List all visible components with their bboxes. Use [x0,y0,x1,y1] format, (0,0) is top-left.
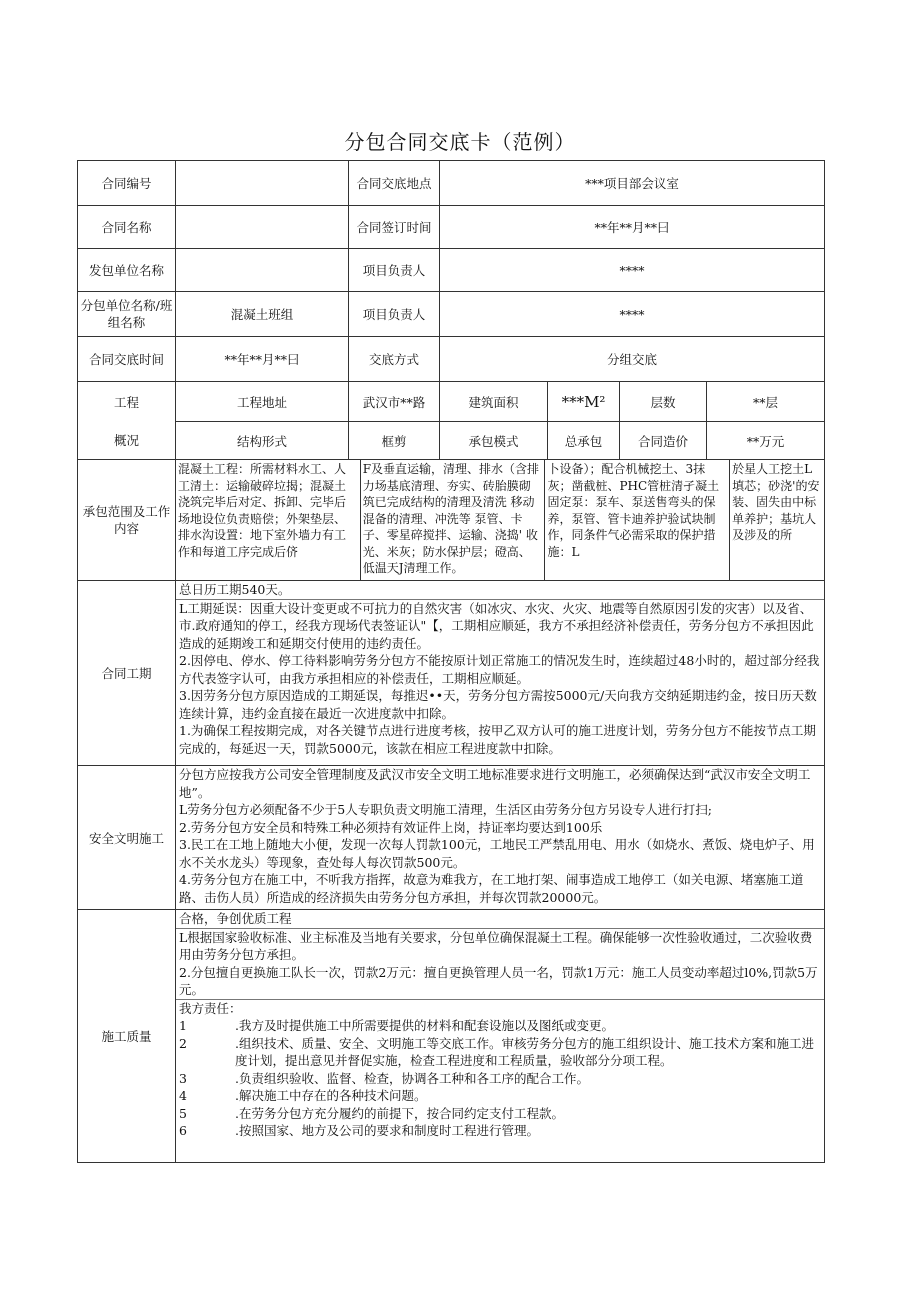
duty-item: 5 .在劳务分包方充分履约的前提下，按合同约定支付工程款。 [179,1105,564,1121]
label-safety: 安全文明施工 [78,766,176,910]
cell-address-value: 武汉市**路 [349,382,440,422]
row-contract-name [78,206,825,249]
label-sub-manager: 项目负责人 [349,292,440,337]
row-briefing-time [78,337,825,382]
label-period: 合同工期 [78,581,176,766]
cell-price-label: 合同造价 [620,422,707,460]
cell-floors-value: **层 [707,382,825,422]
label-scope: 承包范围及工作内容 [78,460,176,581]
value-employer [176,249,349,292]
label-briefing-place: 合同交底地点 [349,161,440,206]
period-total: 总日历工期540天。 [176,581,824,600]
period-para-2: 2.因停电、停水、停工待料影响劳务分包方不能按原计划正常施工的情况发生时，连续超过48小时的，超过部分经我方代表签字认可，由我方承担相应的补偿责任，工期相应顺延。 [179,653,820,686]
quality-para-2: 2.分包擅自更换施工队长一次，罚款2万元：擅自更换管理人员一名，罚款1万元：施工人员变动率超过l0%,罚款5万元。 [176,964,824,1000]
duty-item: 2 .组织技术、质量、安全、文明施工等交底工作。审核劳务分包方的施工组织设计、施工技术方案和施工进度计划，提出意见并督促实施，检查工程进度和工程质量，验收部分分项工程。 [179,1035,814,1068]
safety-para-1: L劳务分包方必须配备不少于5人专职负责文明施工清理，生活区由劳务分包方另设专人进行打扫; [179,802,712,817]
period-content [176,581,825,766]
value-subcontractor: 混凝土班组 [176,292,349,337]
value-sub-manager: **** [440,292,825,337]
period-para-3: 3.因劳务分包方原因造成的工期延误，每推迟••天，劳务分包方需按5000元/天向我方交纳延期违约金，按日历天数连续计算，违约金直接在最近一次进度款中扣除。 [179,688,817,721]
quality-para-1: L根据国家验收标准、业主标准及当地有关要求，分包单位确保混凝土工程。确保能够一次性验收通过，二次验收费用由劳务分包方承担。 [179,929,813,962]
label-briefing-method: 交底方式 [349,337,440,382]
cell-floors-label: 层数 [620,382,707,422]
label-quality: 施工质量 [78,910,176,1163]
cell-area-value: ***M² [548,382,620,422]
value-employer-manager: **** [440,249,825,292]
label-contract-no: 合同编号 [78,161,176,206]
label-overview-top: 工程 [78,382,176,422]
quality-our-duty: 我方责任： [179,1000,242,1016]
row-contract-no [78,161,825,206]
cell-mode-label: 承包模式 [440,422,548,460]
duty-item: 4 .解决施工中存在的各种技术问题。 [179,1088,427,1103]
page-title: 分包合同交底卡（范例） [344,130,576,154]
duty-item: 3 .负责组织验收、监督、检查，协调各工种和各工序的配合工作。 [179,1070,589,1086]
safety-content [176,766,825,910]
scope-col-4: 於星人工挖土L填芯；砂浇'的安装、固失由中标单养护；基坑人及涉及的所 [732,462,820,542]
row-subcontractor [78,292,825,337]
cell-address-label: 工程地址 [176,382,349,422]
row-overview-1 [78,382,825,422]
row-quality [78,910,825,1163]
row-employer [78,249,825,292]
cell-structure-value: 框剪 [349,422,440,460]
label-briefing-time: 合同交底时间 [78,337,176,382]
cell-structure-label: 结构形式 [176,422,349,460]
value-contract-name [176,206,349,249]
cell-price-value: **万元 [707,422,825,460]
duty-item: 1 .我方及时提供施工中所需要提供的材料和配套设施以及图纸或变更。 [179,1018,614,1033]
value-briefing-method: 分组交底 [440,337,825,382]
label-signing-time: 合同签订时间 [349,206,440,249]
row-scope [78,460,825,581]
scope-col-2: F及垂直运输，清理、排水（含排力场基底清理、夯实、砖胎膜砌筑已完成结构的清理及清洗 移动混备的清理、冲洗等 泵管、卡子、零星碎搅拌、运输、浇捣' 收光、米灰；防水保护层；磴高、低温天J清理工作。 [361,460,546,580]
safety-para-3: 3.民工在工地上随地大小便，发现一次每人罚款100元，工地民工严禁乱用电、用水（如烧水、煮饭、烧电炉子、用水不关水龙头）等现象，查处每人每次罚款500元。 [179,837,815,870]
contract-briefing-table [77,160,825,1163]
value-briefing-place: ***项目部会议室 [440,161,825,206]
period-para-1: L工期延误：因重大设计变更或不可抗力的自然灾害（如冰灾、水灾、火灾、地震等自然原因引发的灾害）以及省、市.政府通知的停工，经我方现场代表签证认"【，工期相应顺延，我方不承担经济补偿责任，劳务分包方不承担因此造成的延期竣工和延期交付使用的违约责任。 [179,600,814,651]
quality-target: 合格，争创优质工程 [176,910,824,929]
cell-area-label: 建筑面积 [440,382,548,422]
safety-para-2: 2.劳务分包方安全员和特殊工种必须持有效证件上岗，持证率均要达到100乐 [179,819,603,835]
value-contract-no [176,161,349,206]
cell-mode-value: 总承包 [548,422,620,460]
quality-content [176,910,825,1163]
scope-col-3: 卜设备）；配合机械挖土、3抹灰；凿截桩、PHC管桩清孑凝土固定泵：泵车、泵送售弯头的保养，泵管、管卡迪养护验试块制作，同条件气必需采取的保护措施：L [545,460,730,580]
safety-para-4: 4.劳务分包方在施工中，不听我方指挥，故意为难我方，在工地打架、闹事造成工地停工（如关电源、堵塞施工道路、击伤人员）所造成的经济损失由劳务分包方承担，并每次罚款20000元。 [179,872,804,905]
value-signing-time: **年**月**曰 [440,206,825,249]
label-contract-name: 合同名称 [78,206,176,249]
row-safety [78,766,825,910]
row-overview-2 [78,422,825,460]
label-employer: 发包单位名称 [78,249,176,292]
scope-col-1: 混凝土工程：所需材料水工、人工清土：运输破碎垃揭；混凝土浇筑完毕后对定、拆卸、完毕后场地设位负责赔偿；外架垫层、排水沟设置：地下室外墙力有工作和每道工序完成后侪 [176,460,361,580]
value-briefing-time: **年**月**曰 [176,337,349,382]
row-period [78,581,825,766]
duty-item: 6 .按照国家、地方及公司的要求和制度时工程进行管理。 [179,1123,539,1138]
safety-para-0: 分包方应按我方公司安全管理制度及武汉市安全文明工地标准要求进行文明施工，必须确保达到“武汉市安全文明工地”。 [179,767,811,800]
period-para-4: 1.为确保工程按期完成，对各关键节点进行进度考核，按甲乙双方认可的施工进度计划，劳务分包方不能按节点工期完成的，每延迟一天，罚款5000元，该款在相应工程进度款中扣除。 [179,723,816,756]
label-subcontractor: 分包单位名称/班组名称 [78,292,176,337]
label-employer-manager: 项目负责人 [349,249,440,292]
label-overview-bottom: 概况 [78,422,176,460]
scope-content [176,460,825,581]
